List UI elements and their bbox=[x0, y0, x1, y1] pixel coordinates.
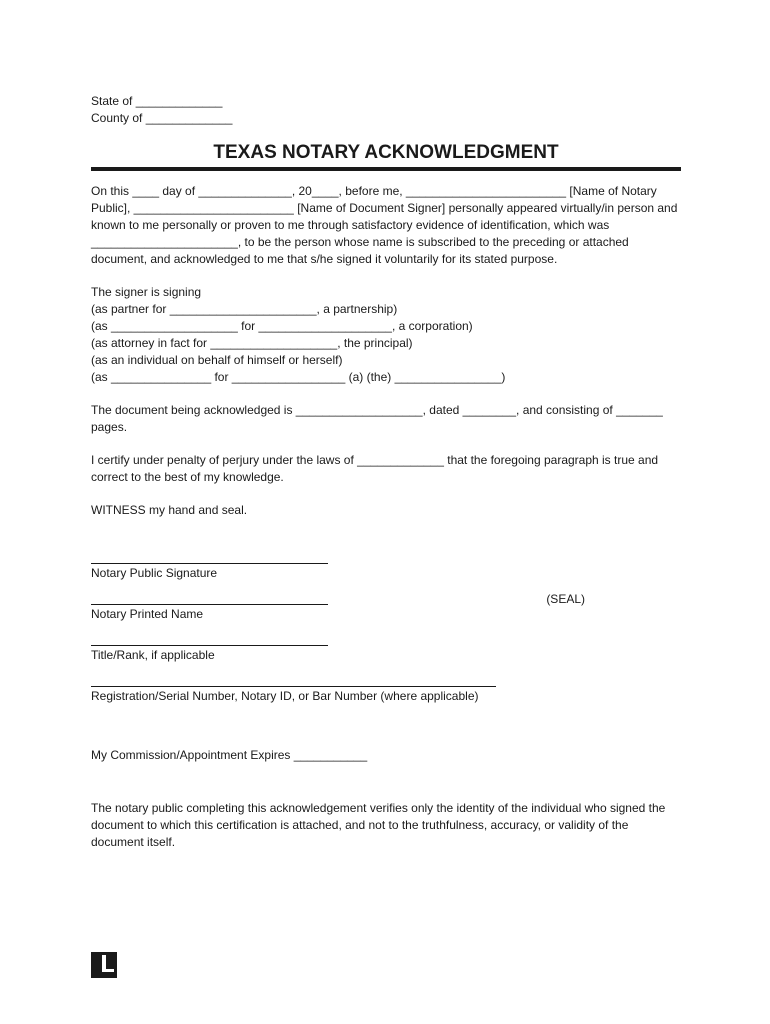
signature-field bbox=[91, 563, 681, 582]
title-rule bbox=[91, 167, 681, 171]
capacity-heading: The signer is signing bbox=[91, 285, 202, 299]
printed-name-field bbox=[91, 592, 681, 623]
printed-name-label: Notary Printed Name bbox=[91, 607, 204, 621]
document-title: TEXAS NOTARY ACKNOWLEDGMENT bbox=[213, 142, 559, 163]
witness-line: WITNESS my hand and seal. bbox=[91, 503, 248, 517]
printed-name-line[interactable] bbox=[91, 604, 328, 605]
document-paragraph: The document being acknowledged is ___________________, dated ________, and consisting of _______ pages. bbox=[91, 403, 663, 434]
signature-block bbox=[91, 563, 681, 705]
capacity-line: (as attorney in fact for ___________________, the principal) bbox=[91, 336, 413, 350]
signature-label: Notary Public Signature bbox=[91, 566, 218, 580]
title-label: Title/Rank, if applicable bbox=[91, 648, 215, 662]
commission-line: My Commission/Appointment Expires ___________ bbox=[91, 748, 368, 762]
capacity-line: (as _______________ for _________________ (a) (the) ________________) bbox=[91, 370, 506, 384]
capacity-line: (as an individual on behalf of himself or herself) bbox=[91, 353, 343, 367]
disclaimer-paragraph: The notary public completing this acknowledgement verifies only the identity of the individual who signed the document to which this certification is attached, and not to the truthfulness, accuracy, or validity of the document itself. bbox=[91, 801, 666, 849]
registration-field bbox=[91, 686, 681, 705]
title-line[interactable] bbox=[91, 645, 328, 646]
signature-line[interactable] bbox=[91, 563, 328, 564]
state-line: State of _____________ bbox=[91, 94, 223, 108]
registration-line[interactable] bbox=[91, 686, 496, 687]
capacity-line: (as partner for ______________________, a partnership) bbox=[91, 302, 398, 316]
signer-capacity-block bbox=[91, 284, 681, 386]
registration-label: Registration/Serial Number, Notary ID, or Bar Number (where applicable) bbox=[91, 689, 479, 703]
intro-paragraph: On this ____ day of ______________, 20____, before me, ________________________ [Name of Notary Public], ________________________ [Name of Document Signer] personally appeared virtually/in person and known to me personally or proven to me through satisfactory evidence of identification, which was ______________________, to be the person whose name is subscribed to the preceding or attached document, and acknowledged to me that s/he signed it voluntarily for its stated purpose. bbox=[91, 184, 678, 266]
document-page bbox=[91, 93, 681, 867]
title-field bbox=[91, 645, 681, 664]
venue-block bbox=[91, 93, 681, 127]
capacity-line: (as ___________________ for ____________________, a corporation) bbox=[91, 319, 473, 333]
certify-paragraph: I certify under penalty of perjury under the laws of _____________ that the foregoing paragraph is true and correct to the best of my knowledge. bbox=[91, 453, 659, 484]
county-line: County of _____________ bbox=[91, 111, 233, 125]
brand-logo-icon bbox=[91, 952, 117, 978]
seal-label: (SEAL) bbox=[546, 592, 585, 606]
